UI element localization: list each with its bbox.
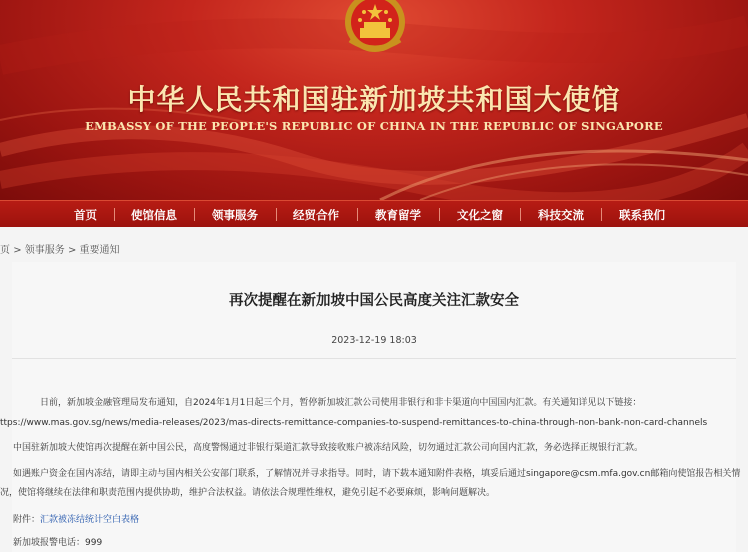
- article-paragraph-2: 中国驻新加坡大使馆再次提醒在新中国公民，高度警惕通过非银行渠道汇款导致接收账户被冻结风险，切勿通过汇款公司向国内汇款，务必选择正规银行汇款。: [13, 443, 644, 453]
- police-phone: 新加坡报警电话：999: [13, 538, 103, 548]
- nav-item-contact-us[interactable]: 联系我们: [619, 208, 665, 222]
- national-emblem-icon: [336, 0, 414, 58]
- nav-item-science-tech[interactable]: 科技交流: [538, 208, 584, 222]
- embassy-title-chinese: 中华人民共和国驻新加坡共和国大使馆: [127, 83, 621, 116]
- article-paragraph-3-line-2: 况，使馆将继续在法律和职责范围内提供协助，维护合法权益。请依法合规理性维权，避免引起不必要麻烦，影响问题解决。: [0, 488, 496, 498]
- article-paragraph-3-line-1: 如遇账户资金在国内冻结，请即主动与国内相关公安部门联系，了解情况并寻求指导。同时，请下载本通知附件表格，填妥后通过singapore@csm.mfa.gov.cn邮箱向使馆报告相关情: [13, 469, 741, 479]
- article-title: 再次提醒在新加坡中国公民高度关注汇款安全: [229, 293, 519, 309]
- breadcrumb-separator: >: [67, 245, 77, 256]
- nav-separator: [194, 208, 195, 221]
- nav-separator: [601, 208, 602, 221]
- nav-separator: [439, 208, 440, 221]
- attachment-link[interactable]: 汇款被冻结统计空白表格: [40, 515, 140, 525]
- article-date: 2023-12-19 18:03: [331, 335, 417, 346]
- divider: [12, 358, 736, 359]
- attachment-label: 附件：: [13, 515, 41, 525]
- header-banner: [0, 0, 748, 200]
- main-navigation: [0, 200, 748, 227]
- nav-separator: [520, 208, 521, 221]
- attachment-row: [13, 514, 139, 526]
- nav-item-culture[interactable]: 文化之窗: [457, 208, 503, 222]
- nav-separator: [357, 208, 358, 221]
- breadcrumb: [0, 241, 120, 256]
- breadcrumb-separator: >: [13, 245, 22, 256]
- nav-item-consular-services[interactable]: 领事服务: [212, 208, 258, 222]
- breadcrumb-home[interactable]: 页: [0, 245, 10, 256]
- breadcrumb-consular-services[interactable]: 领事服务: [24, 245, 65, 256]
- nav-separator: [276, 208, 277, 221]
- article-mas-link[interactable]: ttps://www.mas.gov.sg/news/media-releases/2023/mas-directs-remittance-companies-to-suspend-remittances-to-china-through-non-bank-non-card-channels: [0, 418, 708, 428]
- nav-item-home[interactable]: 首页: [74, 208, 97, 222]
- nav-item-economic-trade[interactable]: 经贸合作: [293, 208, 339, 222]
- nav-item-education[interactable]: 教育留学: [375, 208, 421, 222]
- nav-item-embassy-info[interactable]: 使馆信息: [131, 208, 177, 222]
- article-paragraph-1: 日前，新加坡金融管理局发布通知，自2024年1月1日起三个月，暂停新加坡汇款公司使用非银行和非卡渠道向中国国内汇款。有关通知详见以下链接：: [40, 398, 642, 408]
- nav-separator: [114, 208, 115, 221]
- breadcrumb-important-notice[interactable]: 重要通知: [79, 245, 120, 256]
- embassy-title-english: EMBASSY OF THE PEOPLE'S REPUBLIC OF CHINA IN THE REPUBLIC OF SINGAPORE: [85, 119, 663, 133]
